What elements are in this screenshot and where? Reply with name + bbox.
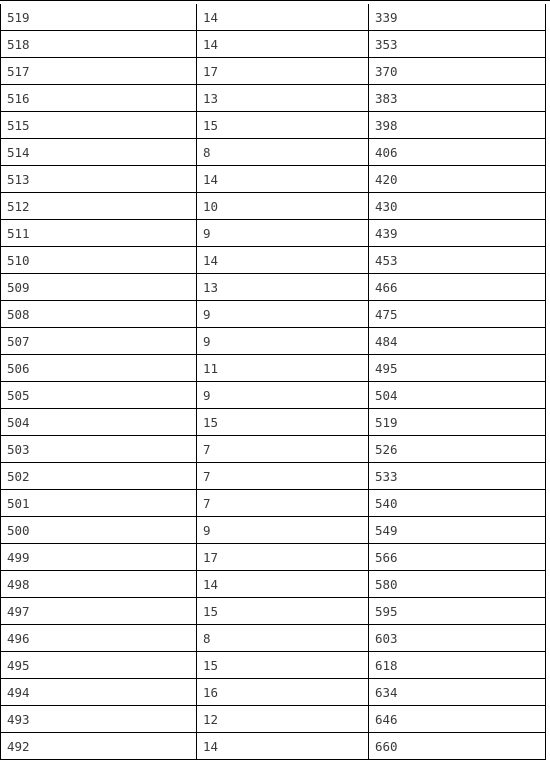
cumulative-cell: 398 xyxy=(368,112,546,138)
table-row xyxy=(0,490,546,517)
score-cell: 519 xyxy=(0,4,196,30)
table-row xyxy=(0,679,546,706)
cumulative-cell: 580 xyxy=(368,571,546,597)
cumulative-cell: 406 xyxy=(368,139,546,165)
score-cell: 505 xyxy=(0,382,196,408)
table-row xyxy=(0,652,546,679)
table-row xyxy=(0,58,546,85)
cumulative-cell: 466 xyxy=(368,274,546,300)
score-cell: 510 xyxy=(0,247,196,273)
table-row xyxy=(0,571,546,598)
score-cell: 506 xyxy=(0,355,196,381)
cumulative-cell: 484 xyxy=(368,328,546,354)
count-cell: 15 xyxy=(196,652,368,678)
cumulative-cell: 420 xyxy=(368,166,546,192)
score-cell: 495 xyxy=(0,652,196,678)
cumulative-cell: 339 xyxy=(368,4,546,30)
score-cell: 498 xyxy=(0,571,196,597)
count-cell: 17 xyxy=(196,58,368,84)
score-cell: 500 xyxy=(0,517,196,543)
table-row xyxy=(0,463,546,490)
count-cell: 15 xyxy=(196,409,368,435)
count-cell: 10 xyxy=(196,193,368,219)
table-row xyxy=(0,706,546,733)
count-cell: 17 xyxy=(196,544,368,570)
score-cell: 502 xyxy=(0,463,196,489)
table-row xyxy=(0,274,546,301)
cumulative-cell: 566 xyxy=(368,544,546,570)
score-cell: 504 xyxy=(0,409,196,435)
count-cell: 8 xyxy=(196,625,368,651)
count-cell: 15 xyxy=(196,598,368,624)
score-cell: 507 xyxy=(0,328,196,354)
table-row xyxy=(0,166,546,193)
table-row xyxy=(0,31,546,58)
count-cell: 9 xyxy=(196,220,368,246)
count-cell: 11 xyxy=(196,355,368,381)
cumulative-cell: 504 xyxy=(368,382,546,408)
count-cell: 7 xyxy=(196,436,368,462)
score-cell: 509 xyxy=(0,274,196,300)
cumulative-cell: 453 xyxy=(368,247,546,273)
cumulative-cell: 660 xyxy=(368,733,546,759)
table-row xyxy=(0,85,546,112)
count-cell: 7 xyxy=(196,463,368,489)
count-cell: 16 xyxy=(196,679,368,705)
count-cell: 13 xyxy=(196,274,368,300)
score-cell: 516 xyxy=(0,85,196,111)
table-row xyxy=(0,4,546,31)
cumulative-cell: 646 xyxy=(368,706,546,732)
count-cell: 13 xyxy=(196,85,368,111)
table-row xyxy=(0,517,546,544)
score-cell: 508 xyxy=(0,301,196,327)
table-row xyxy=(0,112,546,139)
cumulative-cell: 475 xyxy=(368,301,546,327)
table-row xyxy=(0,733,546,760)
cumulative-cell: 495 xyxy=(368,355,546,381)
table-row xyxy=(0,301,546,328)
score-cell: 496 xyxy=(0,625,196,651)
table-row xyxy=(0,598,546,625)
score-cell: 493 xyxy=(0,706,196,732)
score-cell: 494 xyxy=(0,679,196,705)
table-row xyxy=(0,544,546,571)
score-cell: 518 xyxy=(0,31,196,57)
score-cell: 512 xyxy=(0,193,196,219)
count-cell: 9 xyxy=(196,382,368,408)
count-cell: 9 xyxy=(196,328,368,354)
table-row xyxy=(0,382,546,409)
score-cell: 503 xyxy=(0,436,196,462)
score-cell: 515 xyxy=(0,112,196,138)
count-cell: 14 xyxy=(196,247,368,273)
cumulative-cell: 533 xyxy=(368,463,546,489)
cumulative-cell: 618 xyxy=(368,652,546,678)
count-cell: 9 xyxy=(196,301,368,327)
cumulative-cell: 634 xyxy=(368,679,546,705)
count-cell: 14 xyxy=(196,166,368,192)
table-row xyxy=(0,139,546,166)
count-cell: 8 xyxy=(196,139,368,165)
cumulative-cell: 370 xyxy=(368,58,546,84)
cumulative-cell: 603 xyxy=(368,625,546,651)
cumulative-cell: 526 xyxy=(368,436,546,462)
table-row xyxy=(0,220,546,247)
count-cell: 9 xyxy=(196,517,368,543)
table-row xyxy=(0,328,546,355)
score-cell: 511 xyxy=(0,220,196,246)
count-cell: 15 xyxy=(196,112,368,138)
count-cell: 14 xyxy=(196,4,368,30)
table-row xyxy=(0,436,546,463)
cumulative-cell: 595 xyxy=(368,598,546,624)
cumulative-cell: 519 xyxy=(368,409,546,435)
score-cell: 499 xyxy=(0,544,196,570)
count-cell: 12 xyxy=(196,706,368,732)
table-row xyxy=(0,193,546,220)
table-row xyxy=(0,409,546,436)
count-cell: 14 xyxy=(196,733,368,759)
cumulative-cell: 383 xyxy=(368,85,546,111)
score-cell: 501 xyxy=(0,490,196,516)
score-cell: 497 xyxy=(0,598,196,624)
count-cell: 14 xyxy=(196,31,368,57)
count-cell: 14 xyxy=(196,571,368,597)
table-row xyxy=(0,247,546,274)
cumulative-cell: 353 xyxy=(368,31,546,57)
cumulative-cell: 540 xyxy=(368,490,546,516)
table-row xyxy=(0,355,546,382)
score-cell: 492 xyxy=(0,733,196,759)
score-cell: 517 xyxy=(0,58,196,84)
table-row xyxy=(0,625,546,652)
cumulative-cell: 549 xyxy=(368,517,546,543)
cumulative-cell: 439 xyxy=(368,220,546,246)
cumulative-cell: 430 xyxy=(368,193,546,219)
count-cell: 7 xyxy=(196,490,368,516)
score-cell: 514 xyxy=(0,139,196,165)
score-cell: 513 xyxy=(0,166,196,192)
